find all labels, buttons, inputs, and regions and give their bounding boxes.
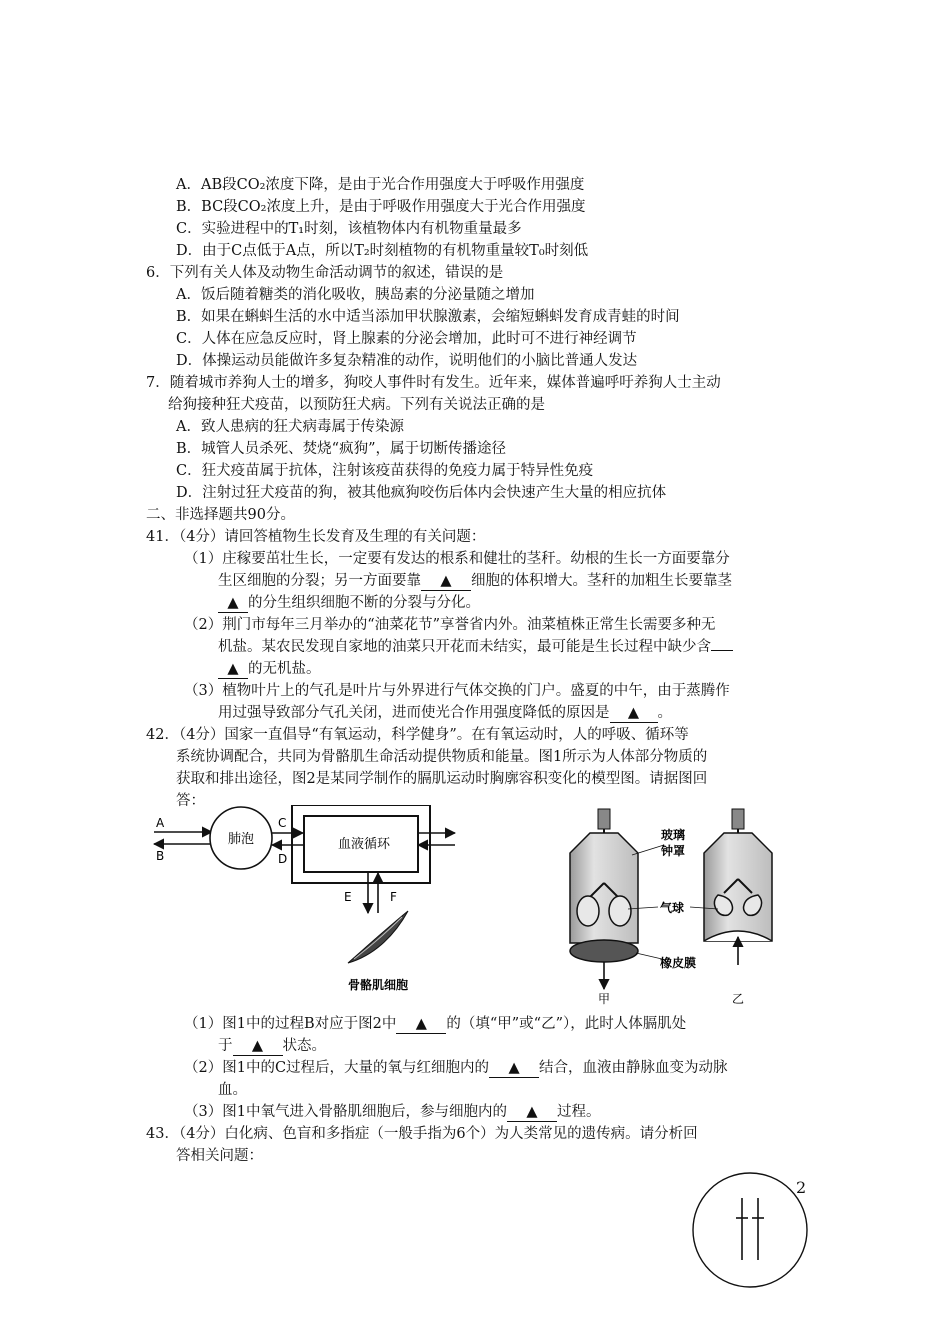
q6-stem: 6．下列有关人体及动物生命活动调节的叙述，错误的是 [146, 265, 504, 281]
q6-option-a: A．饭后随着糖类的消化吸收，胰岛素的分泌量随之增加 [176, 287, 535, 303]
q42-stem-line2: 系统协调配合，共同为骨骼肌生命活动提供物质和能量。图1所示为人体部分物质的 [176, 749, 708, 765]
figure-2-diagram [560, 805, 810, 1005]
q42-stem-line1: 42．（4分）国家一直倡导“有氧运动，科学健身”。在有氧运动时，人的呼吸、循环等 [146, 727, 689, 743]
q42-sub3: （3）图1中氧气进入骨骼肌细胞后，参与细胞内的 ▲ 过程。 [184, 1104, 601, 1120]
answer-blank[interactable]: ▲ [233, 1037, 283, 1056]
q41-part2-line1: （2）荆门市每年三月举办的“油菜花节”享誉省内外。油菜植株正常生长需要多种无 [184, 617, 716, 633]
q43-stem-line2: 答相关问题： [176, 1148, 263, 1164]
q42-stem-line3: 获取和排出途径，图2是某同学制作的膈肌运动时胸廓容积变化的模型图。请据图回 [176, 771, 708, 787]
figure-1-diagram [150, 805, 460, 995]
glass-label-line1: 玻璃 [661, 828, 686, 842]
q7-stem-line2: 给狗接种狂犬疫苗，以预防狂犬病。下列有关说法正确的是 [168, 397, 545, 413]
answer-blank[interactable] [711, 650, 733, 651]
q6-option-c: C．人体在应急反应时，肾上腺素的分泌会增加，此时可不进行神经调节 [176, 331, 637, 347]
q41-stem: 41．（4分）请回答植物生长发育及生理的有关问题： [146, 529, 486, 545]
q42-sub2-line1: （2）图1中的C过程后，大量的氧与红细胞内的 ▲ 结合，血液由静脉血变为动脉 [184, 1060, 728, 1076]
q41-part3-line2: 用过强导致部分气孔关闭，进而使光合作用强度降低的原因是 ▲ 。 [218, 705, 672, 721]
q7-option-c: C．狂犬疫苗属于抗体，注射该疫苗获得的免疫力属于特异性免疫 [176, 463, 594, 479]
muscle-cell-label: 骨骼肌细胞 [348, 978, 409, 992]
label-jia: 甲 [598, 992, 611, 1005]
label-f: F [390, 890, 397, 904]
label-c: C [278, 816, 287, 830]
q42-sub1-line2: 于 ▲ 状态。 [218, 1038, 326, 1054]
balloon-left-a [577, 896, 599, 926]
balloon-left-b [609, 896, 631, 926]
circulation-label: 血液循环 [338, 837, 391, 852]
q41-part1-line1: （1）庄稼要茁壮生长，一定要有发达的根系和健壮的茎秆。幼根的生长一方面要靠分 [184, 551, 730, 567]
q41-part2-line3: ▲ 的无机盐。 [218, 659, 321, 679]
q7-option-d: D．注射过狂犬疫苗的狗，被其他疯狗咬伤后体内会快速产生大量的相应抗体 [176, 485, 667, 501]
q6-option-d: D．体操运动员能做许多复杂精准的动作，说明他们的小脑比普通人发达 [176, 353, 638, 369]
q41-part1-line2: 生区细胞的分裂；另一方面要靠 ▲ 细胞的体积增大。茎秆的加粗生长要靠茎 [218, 573, 732, 589]
model-jia [570, 809, 638, 1005]
model-yi [704, 809, 772, 1005]
page-number: 2 [796, 1178, 807, 1197]
glass-label-line2: 钟罩 [661, 844, 686, 858]
q42-stem-line4: 答： [176, 793, 205, 809]
q5-option-c: C．实验进程中的T₁时刻，该植物体内有机物重量最多 [176, 221, 522, 237]
alveoli-label: 肺泡 [228, 832, 255, 847]
q43-stem-line1: 43．（4分）白化病、色盲和多指症（一般手指为6个）为人类常见的遗传病。请分析回 [146, 1126, 698, 1142]
answer-blank[interactable]: ▲ [396, 1015, 446, 1034]
membrane-label: 橡皮膜 [660, 956, 697, 970]
q5-option-b: B．BC段CO₂浓度上升，是由于呼吸作用强度大于光合作用强度 [176, 199, 586, 215]
answer-blank[interactable]: ▲ [218, 594, 248, 613]
q41-part1-line3: ▲ 的分生组织细胞不断的分裂与分化。 [218, 593, 480, 613]
label-e: E [344, 890, 352, 904]
answer-blank[interactable]: ▲ [507, 1103, 557, 1122]
answer-blank[interactable]: ▲ [489, 1059, 539, 1078]
label-d: D [278, 852, 288, 866]
q5-option-a: A．AB段CO₂浓度下降，是由于光合作用强度大于呼吸作用强度 [176, 177, 585, 193]
q5-option-d: D．由于C点低于A点，所以T₂时刻植物的有机物重量较T₀时刻低 [176, 243, 589, 259]
label-b: B [156, 849, 165, 863]
q42-sub1-line1: （1）图1中的过程B对应于图2中 ▲ 的（填“甲”或“乙”），此时人体膈肌处 [184, 1016, 687, 1032]
bell-jar-left [570, 833, 638, 943]
answer-blank[interactable]: ▲ [421, 572, 471, 591]
answer-blank[interactable]: ▲ [610, 704, 658, 723]
q41-part3-line1: （3）植物叶片上的气孔是叶片与外界进行气体交换的门户。盛夏的中午，由于蒸腾作 [184, 683, 730, 699]
bell-jar-right [704, 833, 772, 941]
q41-part2-line2: 机盐。某农民发现自家地的油菜只开花而未结实，最可能是生长过程中缺少含 [218, 637, 733, 657]
q42-sub2-line2: 血。 [218, 1082, 247, 1098]
muscle-cell-shape [348, 911, 408, 963]
label-yi: 乙 [732, 992, 745, 1005]
label-a: A [156, 816, 165, 830]
q6-option-b: B．如果在蝌蚪生活的水中适当添加甲状腺激素，会缩短蝌蚪发育成青蛙的时间 [176, 309, 680, 325]
rubber-membrane-left [570, 940, 638, 962]
cell-outline [693, 1173, 807, 1287]
balloon-label: 气球 [660, 901, 685, 915]
q7-option-a: A．致人患病的狂犬病毒属于传染源 [176, 419, 404, 435]
section-two-heading: 二、非选择题共90分。 [146, 507, 295, 523]
answer-blank[interactable]: ▲ [218, 660, 248, 679]
q7-option-b: B．城管人员杀死、焚烧“疯狗”，属于切断传播途径 [176, 441, 506, 457]
q7-stem-line1: 7．随着城市养狗人士的增多，狗咬人事件时有发生。近年来，媒体普遍呼吁养狗人士主动 [146, 375, 721, 391]
